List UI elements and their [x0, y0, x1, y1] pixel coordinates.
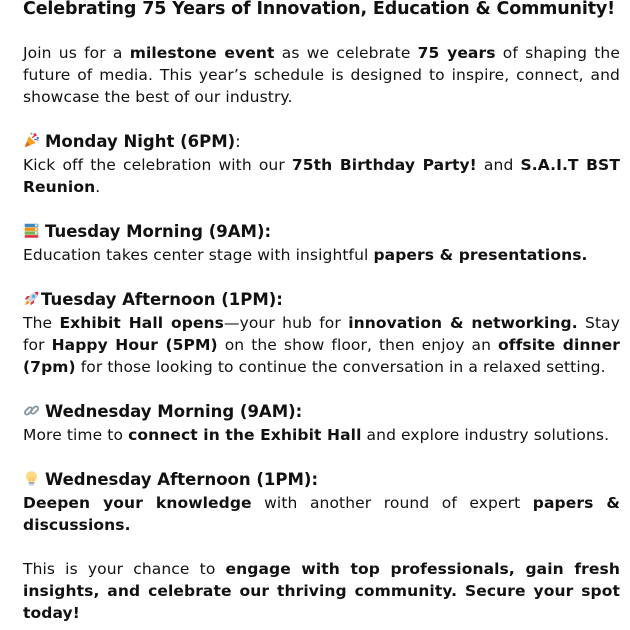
wednesday-afternoon-heading: Wednesday Afternoon (1PM): [23, 468, 620, 492]
rocket-icon [23, 290, 40, 307]
tuesday-morning-heading: Tuesday Morning (9AM): [23, 220, 620, 244]
tuesday-afternoon-description: The Exhibit Hall opens—your hub for innovation & networking. Stay for Happy Hour (5PM) on the show floor, then enjoy an offsite dinner (7pm) for those looking to continue the conversation in a relaxed setting. [23, 314, 621, 376]
link-icon [23, 402, 40, 419]
monday-description: Kick off the celebration with our 75th Birthday Party! and S.A.I.T BST Reunion. [23, 156, 620, 196]
intro-paragraph: Join us for a milestone event as we celebrate 75 years of shaping the future of media. This year’s schedule is designed to inspire, connect, and showcase the best of our industry. [23, 44, 620, 106]
party-popper-icon [23, 132, 40, 149]
wednesday-morning-heading: Wednesday Morning (9AM): [23, 400, 620, 424]
books-icon [23, 222, 40, 239]
tuesday-afternoon-heading: Tuesday Afternoon (1PM): [23, 288, 620, 312]
wednesday-morning-description: More time to connect in the Exhibit Hall and explore industry solutions. [23, 426, 610, 444]
tuesday-morning-description: Education takes center stage with insightful papers & presentations. [23, 246, 588, 264]
closing-paragraph: This is your chance to engage with top professionals, gain fresh insights, and celebrate our thriving community. Secure your spot today! [23, 560, 620, 622]
lightbulb-icon [23, 470, 40, 487]
announcement-document [23, 0, 620, 624]
wednesday-afternoon-description: Deepen your knowledge with another round of expert papers & discussions. [23, 494, 621, 534]
monday-heading: Monday Night (6PM): [23, 130, 620, 154]
page-title: Celebrating 75 Years of Innovation, Education & Community! [23, 0, 616, 19]
